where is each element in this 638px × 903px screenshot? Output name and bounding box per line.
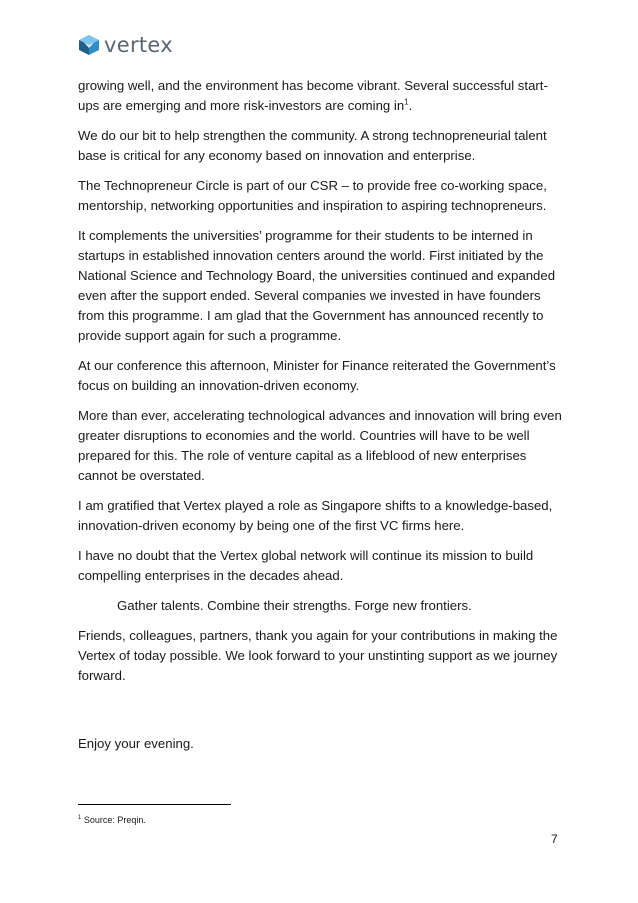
- paragraph-9: Friends, colleagues, partners, thank you again for your contributions in making the Vertex of today possible. We look forward to your unstinting support as we journey forward.: [78, 628, 558, 683]
- paragraph-3: The Technopreneur Circle is part of our CSR – to provide free co-working space, mentorship, networking opportunities and inspiration to aspiring technopreneurs.: [78, 178, 547, 213]
- paragraph-1-text: growing well, and the environment has become vibrant. Several successful start-ups are emerging and more risk-investors are coming in: [78, 78, 548, 113]
- footnote-text: Source: Preqin.: [81, 815, 146, 825]
- paragraph-2: We do our bit to help strengthen the community. A strong technopreneurial talent base is critical for any economy based on innovation and enterprise.: [78, 128, 547, 163]
- paragraph-5: At our conference this afternoon, Minister for Finance reiterated the Government’s focus on building an innovation-driven economy.: [78, 358, 556, 393]
- vertex-logo: [78, 34, 173, 56]
- footnote-separator: [78, 804, 231, 805]
- paragraph-7: I am gratified that Vertex played a role as Singapore shifts to a knowledge-based, innovation-driven economy by being one of the first VC firms here.: [78, 498, 553, 533]
- paragraph-1-end: .: [408, 98, 413, 113]
- paragraph-4: It complements the universities’ programme for their students to be interned in startups in established innovation centers around the world. First initiated by the National Science and Technology Board, the universities continued and expanded even after the support ended. Several companies we invested in have founders from this programme. I am glad that the Government has announced recently to provide support again for such a programme.: [78, 228, 556, 343]
- page-number: 7: [551, 832, 558, 846]
- footnote-reference: 1: [404, 97, 409, 107]
- footnote-marker: 1: [78, 815, 82, 821]
- paragraph-8: I have no doubt that the Vertex global network will continue its mission to build compelling enterprises in the decades ahead.: [78, 548, 534, 583]
- logo-wordmark: vertex: [104, 32, 173, 57]
- paragraph-6: More than ever, accelerating technological advances and innovation will bring even greater disruptions to economies and the world. Countries will have to be well prepared for this. The role of venture capital as a lifeblood of new enterprises cannot be overstated.: [78, 408, 562, 483]
- footnote: [78, 814, 146, 826]
- closing-line: Enjoy your evening.: [78, 736, 194, 751]
- motto: Gather talents. Combine their strengths. Forge new frontiers.: [117, 598, 472, 613]
- paragraph-1: [78, 76, 562, 116]
- body-text: [78, 76, 562, 764]
- vertex-cube-icon: [78, 34, 100, 56]
